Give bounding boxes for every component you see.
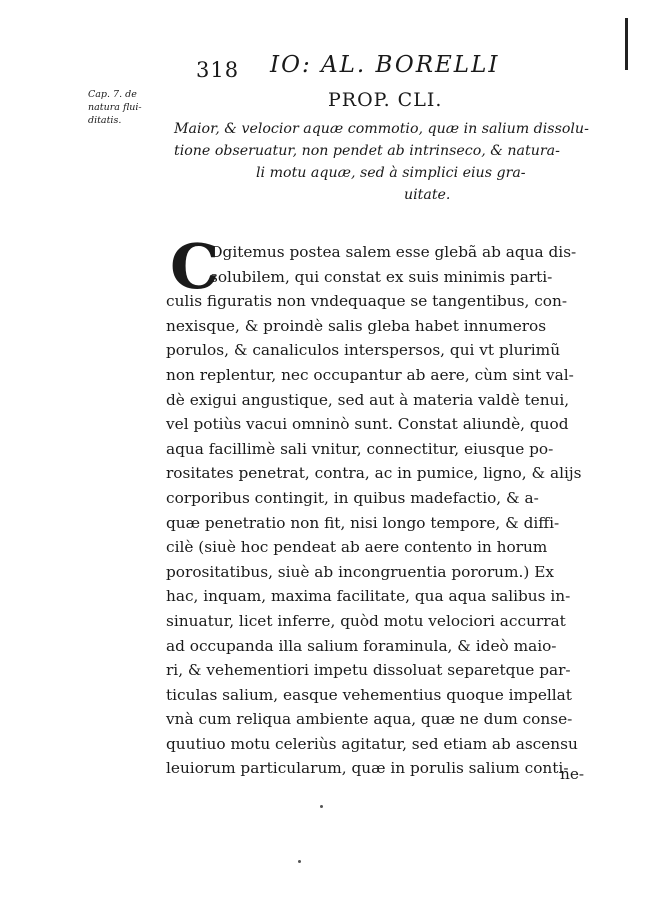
- margin-note-line: Cap. 7. de: [88, 89, 137, 100]
- body-line: ad occupanda illa salium foraminula, & ideò maio-: [166, 636, 557, 655]
- body-line: vel potiùs vacui omninò sunt. Constat aliundè, quod: [166, 415, 569, 434]
- body-line: quæ penetratio non fit, nisi longo tempore, & diffi-: [166, 513, 560, 532]
- body-line: ticulas salium, easque vehementius quoque impellat: [166, 685, 572, 704]
- body-line: aqua facillimè sali vnitur, connectitur, eiusque po-: [166, 439, 554, 458]
- body-line: porulos, & canaliculos interspersos, qui vt plurimũ: [166, 341, 561, 360]
- body-line: porositatibus, siuè ab incongruentia pororum.) Ex: [166, 562, 555, 581]
- body-line: nexisque, & proindè salis gleba habet innumeros: [166, 316, 547, 335]
- body-line: rositates penetrat, contra, ac in pumice, ligno, & alijs: [166, 464, 582, 483]
- margin-note-line: ditatis.: [88, 115, 122, 126]
- page-edge-mark: [625, 18, 628, 70]
- body-text: [166, 230, 606, 781]
- running-head: IO: AL. BORELLI: [270, 52, 500, 78]
- margin-note: [88, 88, 168, 127]
- body-line: ri, & vehementiori impetu dissoluat separetque par-: [166, 661, 571, 680]
- body-line: quutiuo motu celeriùs agitatur, sed etiam ab ascensu: [166, 734, 578, 753]
- proposition-heading: PROP. CLI.: [328, 89, 443, 111]
- body-line: sinuatur, licet inferre, quòd motu velociori accurrat: [166, 611, 566, 630]
- proposition-enunciation: [174, 118, 594, 206]
- body-line: solubilem, qui constat ex suis minimis parti-: [210, 267, 553, 286]
- body-line: corporibus contingit, in quibus madefactio, & a-: [166, 488, 539, 507]
- enunciation-line: li motu aquæ, sed à simplici eius gra-: [256, 165, 526, 181]
- enunciation-line: uitate.: [404, 187, 451, 203]
- drop-cap: C: [170, 230, 220, 303]
- enunciation-line: Maior, & velocior aquæ commotio, quæ in salium dissolu-: [174, 121, 589, 137]
- enunciation-line: tione obseruatur, non pendet ab intrinseco, & natura-: [174, 143, 560, 159]
- catchword: ne-: [560, 765, 585, 783]
- body-line: cilè (siuè hoc pendeat ab aere contento in horum: [166, 538, 548, 557]
- body-line: dè exigui angustique, sed aut à materia valdè tenui,: [166, 390, 570, 409]
- body-line: hac, inquam, maxima facilitate, qua aqua salibus in-: [166, 587, 571, 606]
- print-speck: [298, 860, 301, 863]
- body-line: leuiorum particularum, quæ in porulis salium conti-: [166, 759, 569, 778]
- body-line: culis figuratis non vndequaque se tangentibus, con-: [166, 292, 568, 311]
- page-number: 318: [196, 58, 240, 82]
- body-line: Ogitemus postea salem esse glebã ab aqua dis-: [210, 243, 577, 261]
- body-line: vnà cum reliqua ambiente aqua, quæ ne dum conse-: [166, 710, 573, 729]
- print-speck: [320, 805, 323, 808]
- margin-note-line: natura flui-: [88, 102, 142, 113]
- body-line: non replentur, nec occupantur ab aere, cùm sint val-: [166, 365, 574, 384]
